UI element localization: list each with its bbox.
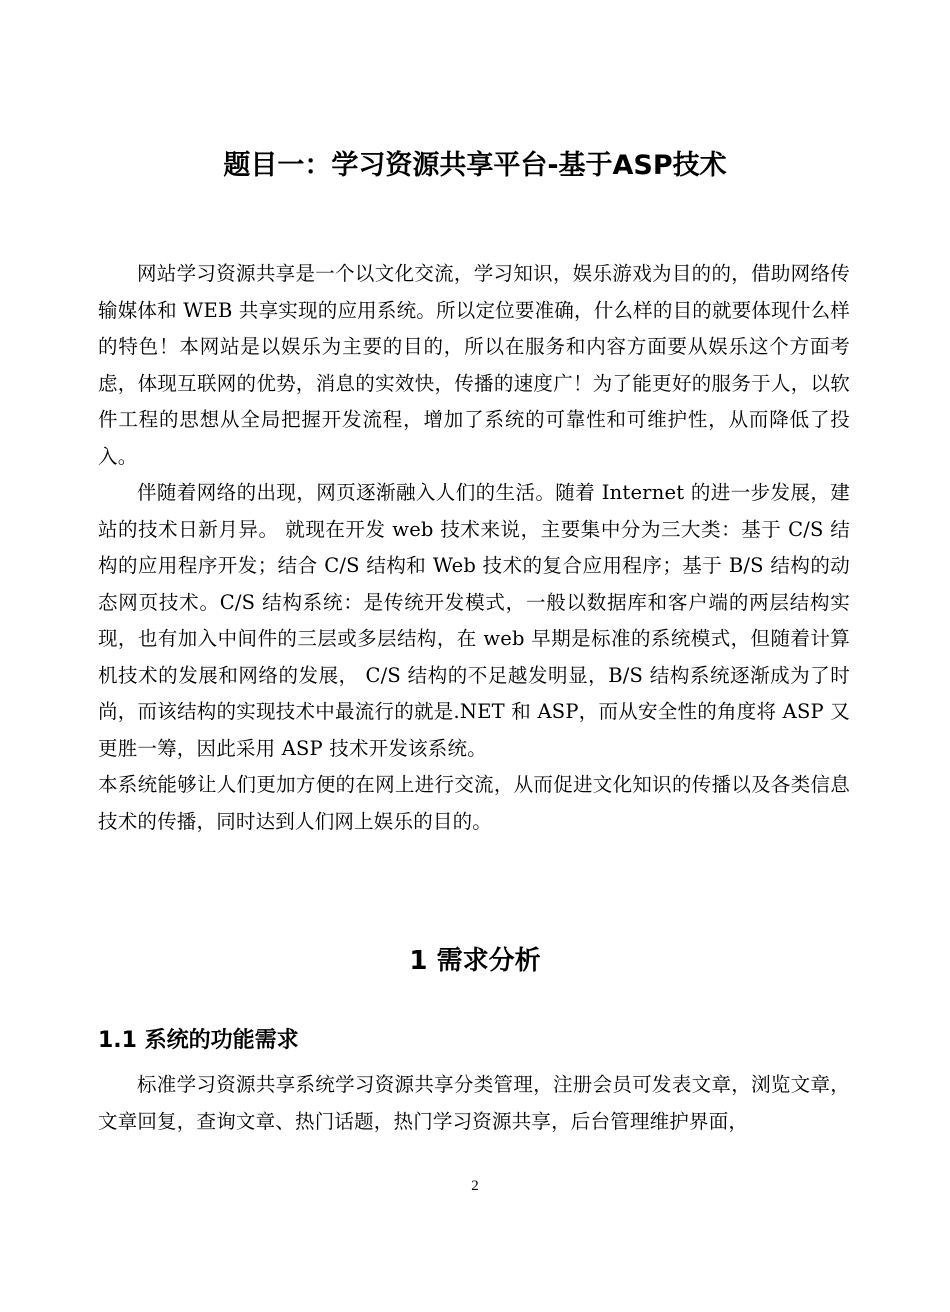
subsection-heading: 1.1 系统的功能需求 bbox=[98, 1028, 299, 1053]
intro-paragraph-1: 网站学习资源共享是一个以文化交流，学习知识，娱乐游戏为目的的，借助网络传输媒体和 WEB 共享实现的应用系统。所以定位要准确，什么样的目的就要体现什么样的特色！本网站是以娱乐为主要的目的，所以在服务和内容方面要从娱乐这个方面考虑，体现互联网的优势，消息的实效快，传播的速度广！为了能更好的服务于人，以软件工程的思想从全局把握开发流程，增加了系统的可靠性和可维护性，从而降低了投入。 bbox=[98, 262, 850, 468]
function-text bbox=[98, 1067, 850, 1140]
intro-text bbox=[98, 256, 850, 840]
section-heading: 1 需求分析 bbox=[409, 946, 541, 976]
intro-paragraph-2: 伴随着网络的出现，网页逐渐融入人们的生活。随着 Internet 的进一步发展，建站的技术日新月异。 就现在开发 web 技术来说，主要集中分为三大类：基于 C/S 结构的应用程序开发；结合 C/S 结构和 Web 技术的复合应用程序；基于 B/S 结构的动态网页技术。C/S 结构系统：是传统开发模式，一般以数据库和客户端的两层结构实现，也有加入中间件的三层或多层结构，在 web 早期是标准的系统模式，但随着计算机技术的发展和网络的发展， C/S 结构的不足越发明显，B/S 结构系统逐渐成为了时尚，而该结构的实现技术中最流行的就是.NET 和 ASP，而从安全性的角度将 ASP 又更胜一筹，因此采用 ASP 技术开发该系统。 bbox=[98, 481, 850, 760]
page-number: 2 bbox=[471, 1178, 479, 1194]
intro-paragraph-3: 本系统能够让人们更加方便的在网上进行交流，从而促进文化知识的传播以及各类信息技术的传播，同时达到人们网上娱乐的目的。 bbox=[98, 773, 850, 833]
function-paragraph: 标准学习资源共享系统学习资源共享分类管理，注册会员可发表文章，浏览文章，文章回复，查询文章、热门话题，热门学习资源共享，后台管理维护界面， bbox=[98, 1073, 850, 1133]
document-title: 题目一：学习资源共享平台-基于ASP技术 bbox=[223, 150, 727, 181]
